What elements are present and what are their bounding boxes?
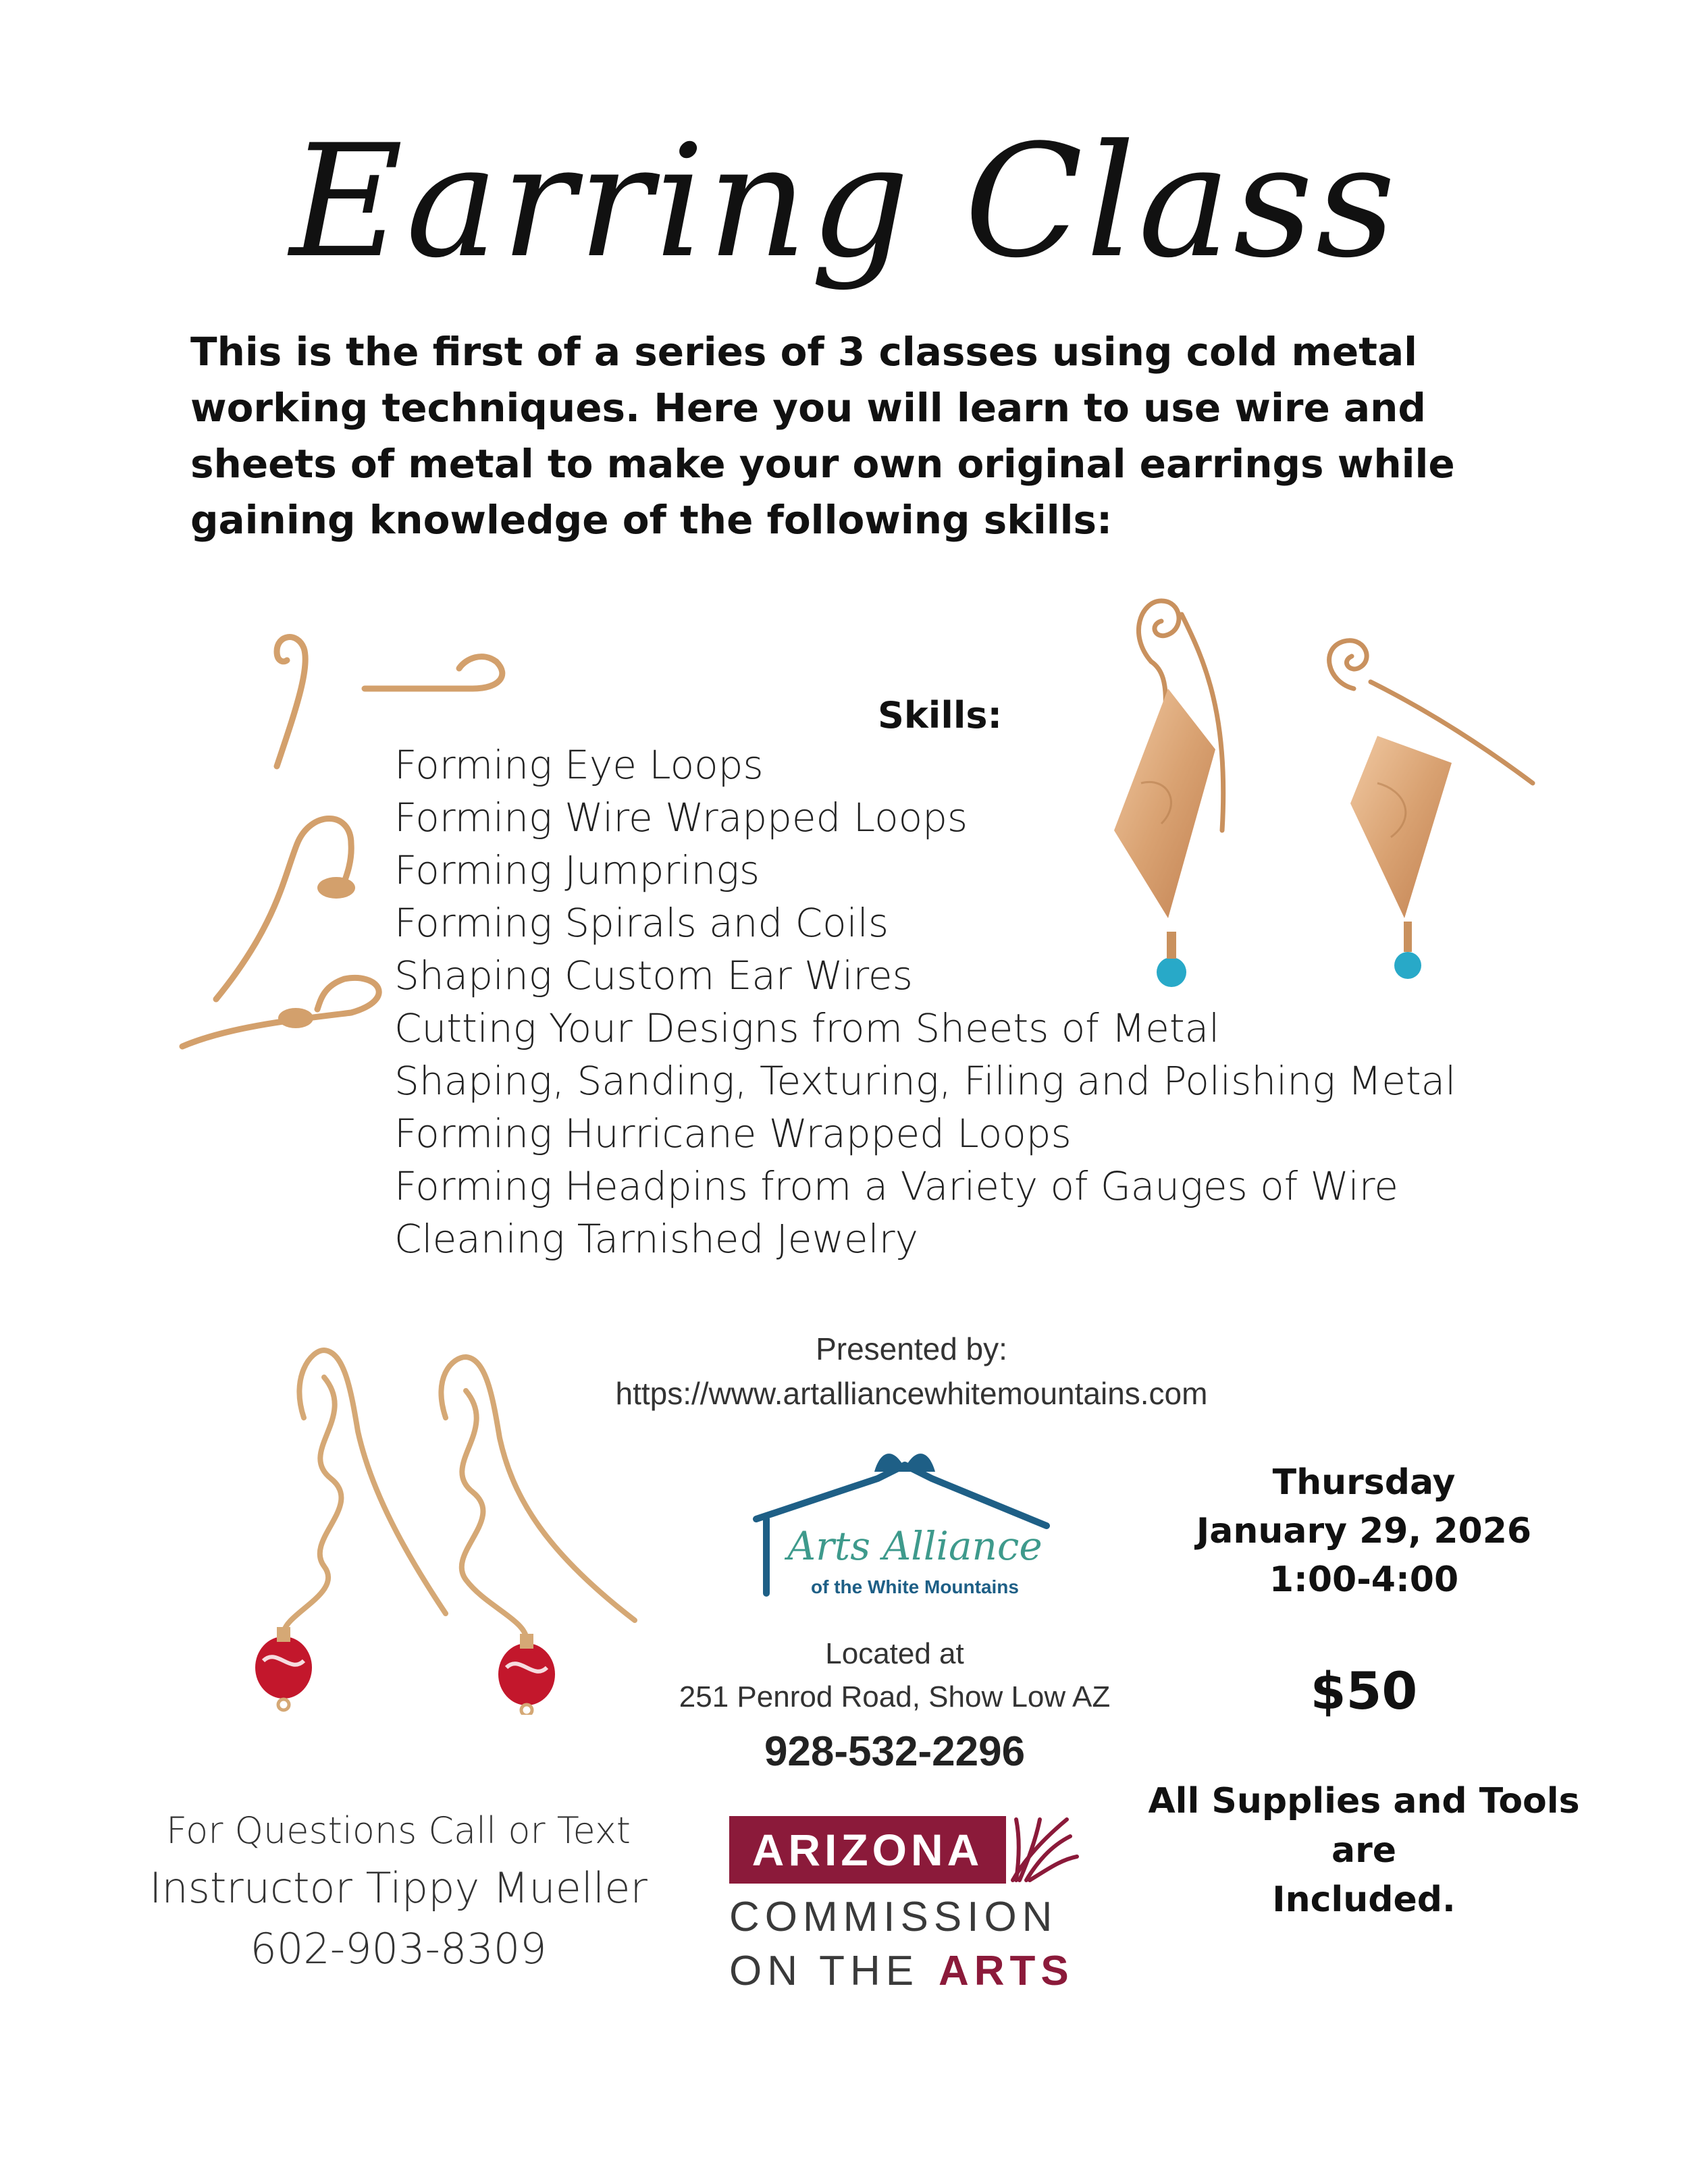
list-item: Forming Spirals and Coils: [394, 900, 889, 946]
arts-alliance-name: Arts Alliance: [787, 1523, 1043, 1569]
date-block: [1148, 1458, 1580, 1604]
arts-alliance-subtitle: of the White Mountains: [811, 1576, 1019, 1597]
list-item: Shaping Custom Ear Wires: [394, 953, 913, 998]
instructor-phone: 602-903-8309: [250, 1924, 547, 1973]
supplies-line: Included.: [1272, 1880, 1456, 1920]
aca-word-onthe: ON THE: [729, 1948, 920, 1994]
page-title: Earring Class: [290, 112, 1398, 292]
aca-word-commission: COMMISSION: [729, 1894, 1058, 1940]
feather-icon: [1013, 1819, 1077, 1880]
event-time: 1:00-4:00: [1269, 1560, 1459, 1600]
skills-list: [394, 739, 1456, 1265]
presented-label: Presented by:: [816, 1331, 1007, 1366]
aca-word-arizona: ARIZONA: [751, 1825, 984, 1875]
arts-alliance-logo: [743, 1445, 1060, 1614]
event-date: January 29, 2026: [1196, 1511, 1532, 1551]
list-item: Shaping, Sanding, Texturing, Filing and Polishing Metal: [394, 1058, 1456, 1104]
list-item: Forming Headpins from a Variety of Gauges of Wire: [394, 1163, 1398, 1209]
location-block: [608, 1632, 1182, 1719]
presented-by: [506, 1327, 1317, 1416]
website-link[interactable]: https://www.artalliancewhitemountains.com: [615, 1376, 1208, 1411]
list-item: Forming Wire Wrapped Loops: [394, 795, 968, 841]
event-day: Thursday: [1272, 1462, 1456, 1503]
contact-block: [122, 1804, 675, 1979]
list-item: Forming Jumprings: [394, 847, 760, 893]
contact-line: For Questions Call or Text: [166, 1809, 631, 1852]
skills-heading: Skills:: [878, 694, 1003, 737]
address: 251 Penrod Road, Show Low AZ: [679, 1680, 1111, 1713]
arizona-commission-logo: [729, 1816, 1080, 1998]
instructor-name: Instructor Tippy Mueller: [149, 1863, 648, 1913]
supplies-note: [1121, 1777, 1607, 1925]
list-item: Forming Eye Loops: [394, 742, 764, 788]
aca-word-arts: ARTS: [939, 1948, 1074, 1994]
intro-paragraph: This is the first of a series of 3 classes using cold metal working techniques. Here you will learn to use wire and sheets of metal to make your own original earrings while gaining knowledge of the following skills:: [190, 329, 1455, 543]
list-item: Cutting Your Designs from Sheets of Metal: [394, 1005, 1220, 1051]
location-label: Located at: [825, 1637, 964, 1670]
list-item: Cleaning Tarnished Jewelry: [394, 1216, 918, 1262]
price: $50: [1310, 1661, 1418, 1721]
venue-phone: 928-532-2296: [764, 1728, 1026, 1775]
supplies-line: All Supplies and Tools: [1148, 1781, 1580, 1821]
supplies-line: are: [1331, 1830, 1396, 1871]
list-item: Forming Hurricane Wrapped Loops: [394, 1111, 1072, 1156]
